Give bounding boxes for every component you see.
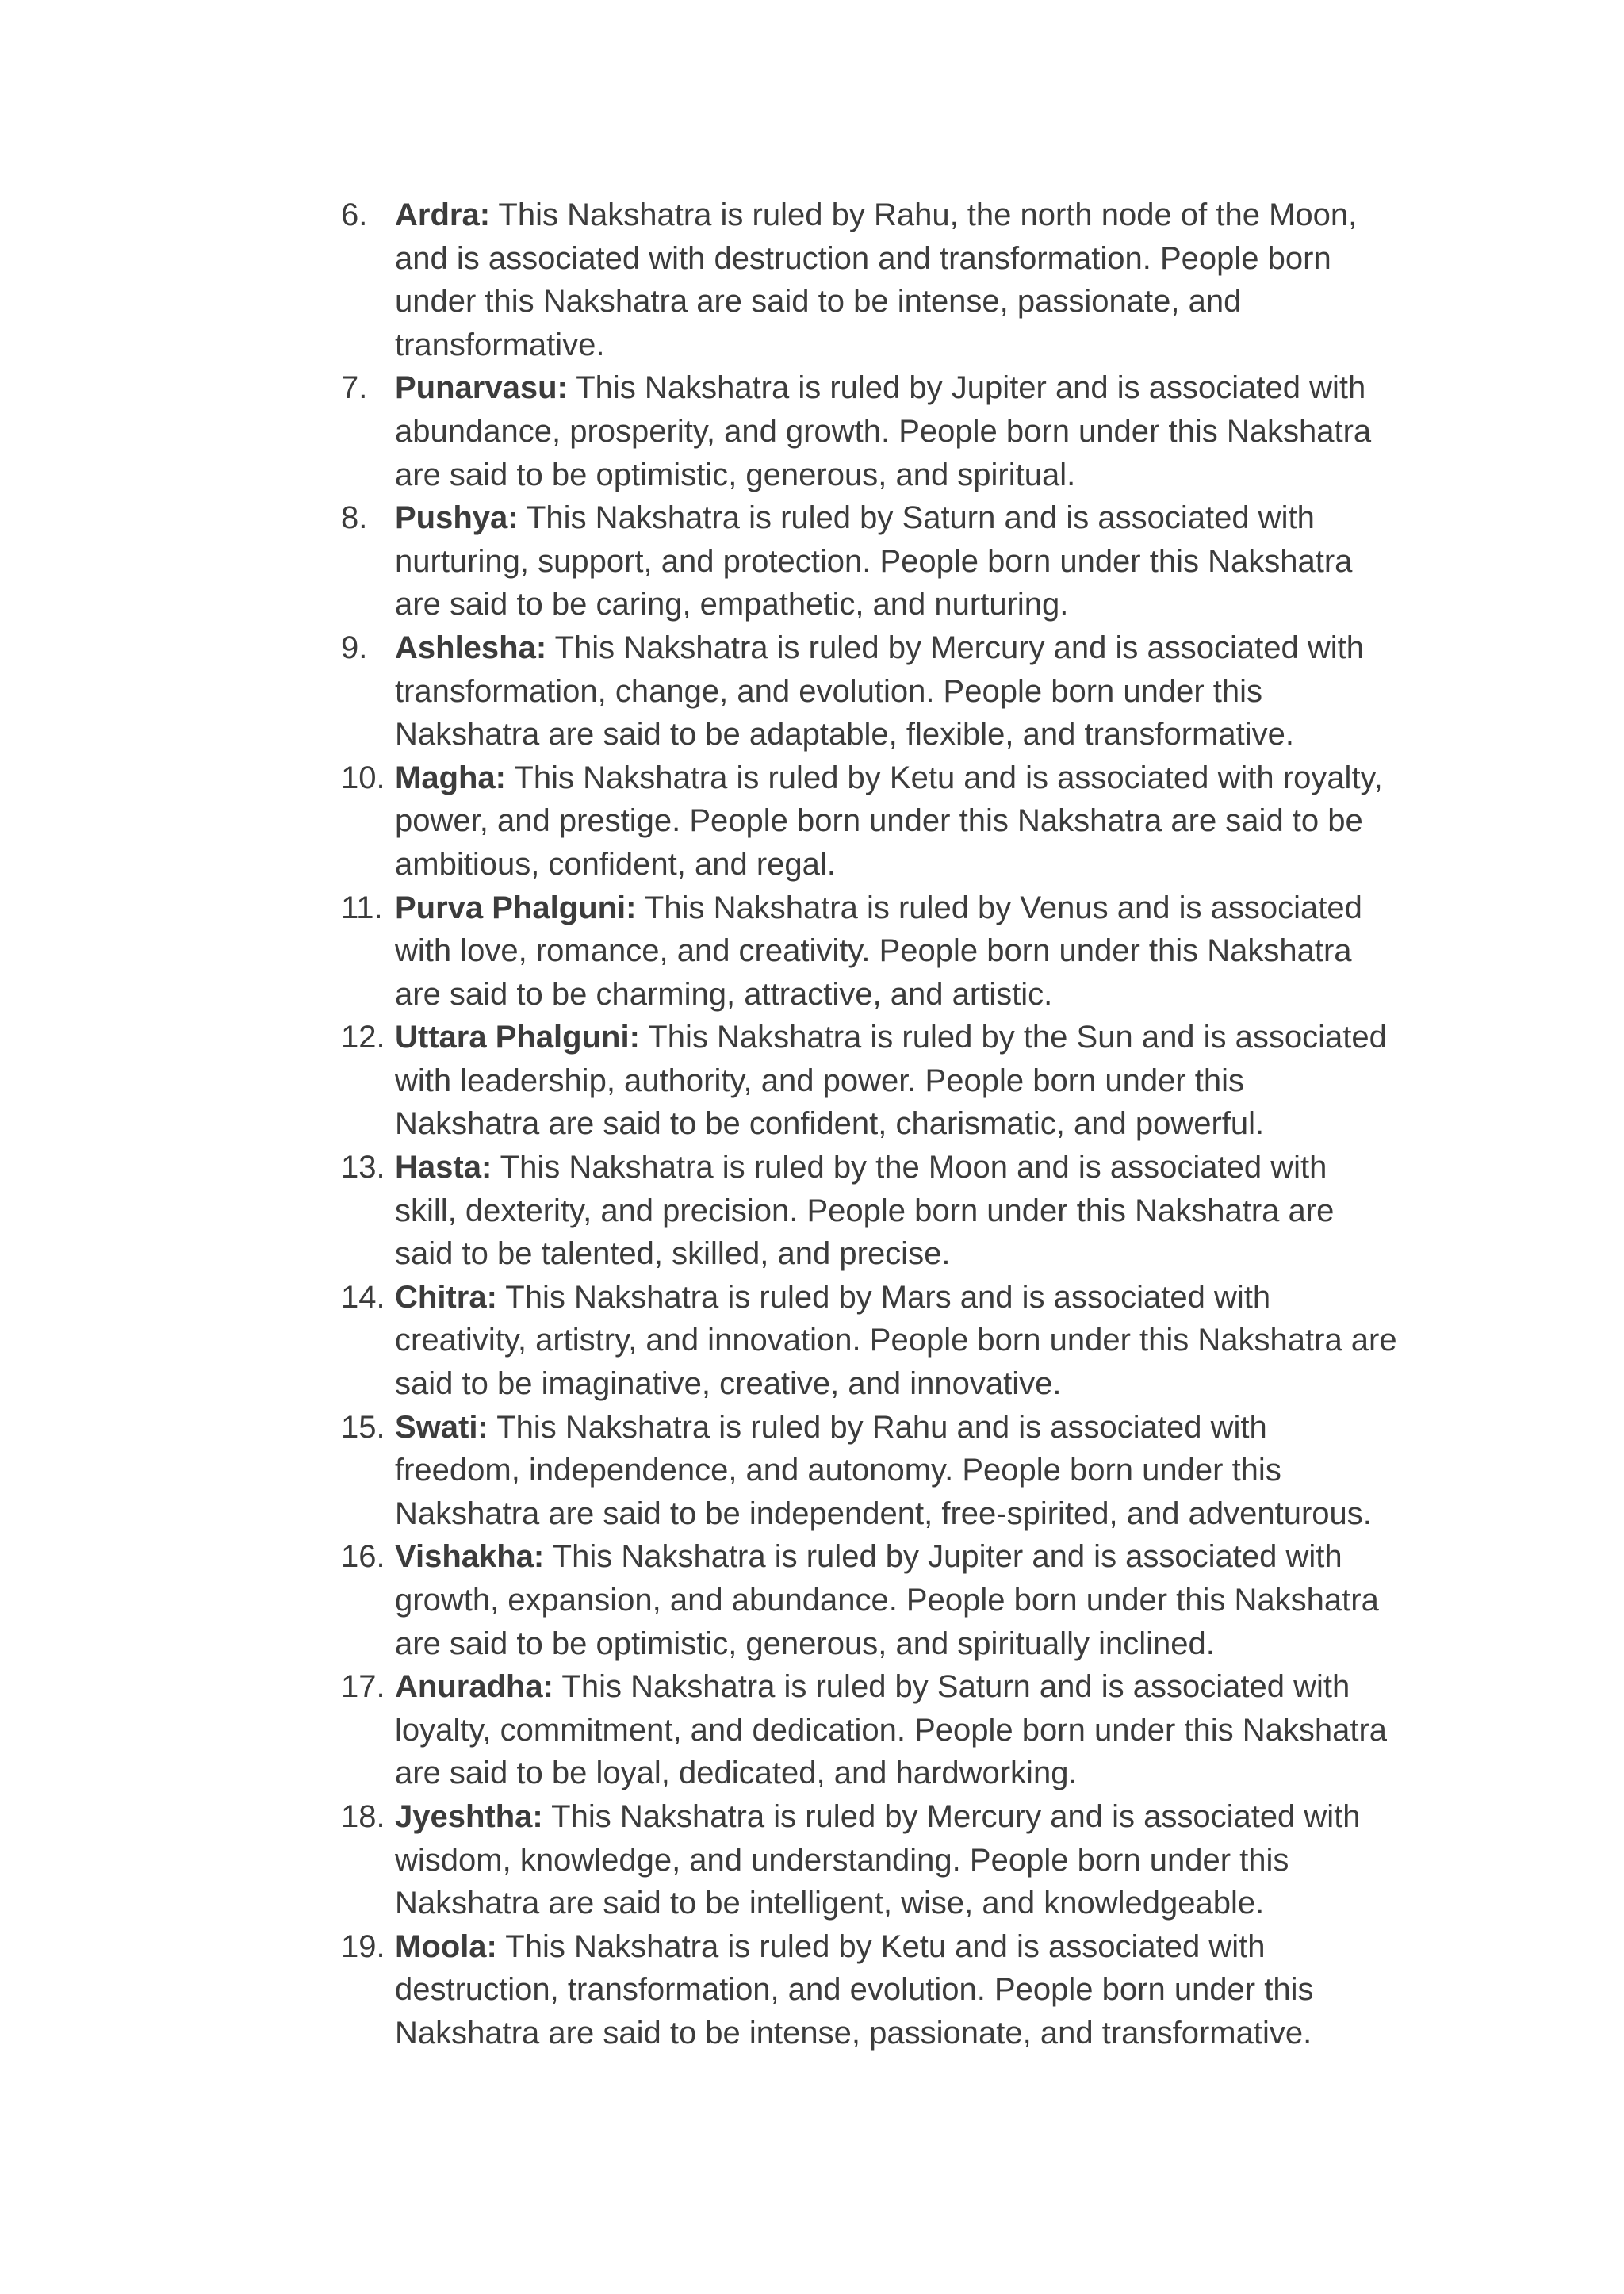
text-line: [395, 843, 1426, 887]
text-line: [395, 1665, 1426, 1709]
text-line: [395, 366, 1426, 410]
list-item-number: 6.: [341, 197, 368, 232]
nakshatra-name: Hasta:: [395, 1150, 492, 1185]
nakshatra-name: Ardra:: [395, 197, 491, 232]
line-text: said to be talented, skilled, and precise.: [395, 1236, 951, 1272]
list-item: [341, 1016, 1451, 1146]
list-item-text: [395, 887, 1426, 1017]
text-line: [395, 410, 1426, 454]
line-text: with love, romance, and creativity. People born under this Nakshatra: [395, 933, 1352, 969]
line-text: This Nakshatra is ruled by Jupiter and is associated with: [567, 370, 1366, 406]
line-text: creativity, artistry, and innovation. People born under this Nakshatra are: [395, 1323, 1397, 1358]
list-item-text: [395, 1146, 1426, 1276]
list-item-number: 8.: [341, 500, 368, 536]
list-item: [341, 1276, 1451, 1406]
text-line: [395, 237, 1426, 281]
line-text: freedom, independence, and autonomy. People born under this: [395, 1453, 1281, 1488]
line-text: This Nakshatra is ruled by Saturn and is associated with: [553, 1669, 1350, 1705]
text-line: [395, 973, 1426, 1017]
list-item-number: 10.: [341, 760, 385, 795]
list-item-text: [395, 193, 1426, 366]
text-line: [395, 454, 1426, 497]
nakshatra-name: Vishakha:: [395, 1539, 545, 1575]
list-item-text: [395, 1016, 1426, 1146]
line-text: This Nakshatra is ruled by Rahu, the north node of the Moon,: [490, 197, 1358, 232]
line-text: power, and prestige. People born under this Nakshatra are said to be: [395, 803, 1363, 839]
list-item: [341, 366, 1451, 496]
text-line: [395, 1492, 1426, 1536]
list-item-text: [395, 1535, 1426, 1665]
nakshatra-name: Uttara Phalguni:: [395, 1020, 640, 1055]
list-item: [341, 1146, 1451, 1276]
list-item: [341, 1535, 1451, 1665]
text-line: [395, 280, 1426, 324]
text-line: [395, 887, 1426, 930]
line-text: are said to be optimistic, generous, and spiritual.: [395, 457, 1076, 492]
text-line: [395, 1146, 1426, 1189]
text-line: [395, 1232, 1426, 1276]
nakshatra-name: Punarvasu:: [395, 370, 568, 406]
text-line: [395, 1968, 1426, 2012]
text-line: [395, 1059, 1426, 1103]
list-item-number: 19.: [341, 1928, 385, 1964]
text-line: [395, 756, 1426, 800]
line-text: Nakshatra are said to be intelligent, wise, and knowledgeable.: [395, 1886, 1265, 1921]
line-text: with leadership, authority, and power. People born under this: [395, 1063, 1245, 1098]
text-line: [395, 713, 1426, 756]
list-item-number: 14.: [341, 1279, 385, 1315]
text-line: [395, 324, 1426, 367]
nakshatra-name: Purva Phalguni:: [395, 890, 637, 925]
text-line: [395, 193, 1426, 237]
list-item-number: 17.: [341, 1669, 385, 1705]
text-line: [395, 496, 1426, 540]
line-text: This Nakshatra is ruled by Mars and is associated with: [496, 1279, 1271, 1315]
list-item-text: [395, 1406, 1426, 1536]
line-text: This Nakshatra is ruled by Mercury and is associated with: [546, 630, 1364, 665]
line-text: and is associated with destruction and transformation. People born: [395, 240, 1331, 276]
list-item: [341, 193, 1451, 366]
list-item-text: [395, 496, 1426, 626]
list-item: [341, 1406, 1451, 1536]
text-line: [395, 1016, 1426, 1059]
text-line: [395, 1839, 1426, 1882]
text-line: [395, 1709, 1426, 1752]
list-item-text: [395, 626, 1426, 756]
list-item: [341, 1665, 1451, 1795]
list-item-text: [395, 366, 1426, 496]
line-text: are said to be charming, attractive, and artistic.: [395, 976, 1053, 1012]
nakshatra-name: Swati:: [395, 1409, 488, 1445]
text-line: [395, 1362, 1426, 1406]
nakshatra-name: Moola:: [395, 1928, 497, 1964]
text-line: [395, 583, 1426, 626]
line-text: This Nakshatra is ruled by Saturn and is associated with: [518, 500, 1315, 536]
list-item-number: 15.: [341, 1409, 385, 1445]
line-text: wisdom, knowledge, and understanding. People born under this: [395, 1842, 1289, 1878]
line-text: skill, dexterity, and precision. People born under this Nakshatra are: [395, 1193, 1335, 1228]
line-text: This Nakshatra is ruled by Ketu and is associated with: [496, 1928, 1266, 1964]
line-text: said to be imaginative, creative, and innovative.: [395, 1366, 1062, 1402]
list-item-number: 13.: [341, 1150, 385, 1185]
list-item-text: [395, 1276, 1426, 1406]
line-text: are said to be loyal, dedicated, and hardworking.: [395, 1756, 1078, 1791]
line-text: transformative.: [395, 327, 605, 362]
text-line: [395, 1882, 1426, 1925]
line-text: Nakshatra are said to be intense, passionate, and transformative.: [395, 2015, 1312, 2051]
list-item: [341, 496, 1451, 626]
text-line: [395, 670, 1426, 714]
line-text: abundance, prosperity, and growth. People born under this Nakshatra: [395, 413, 1372, 449]
text-line: [395, 1622, 1426, 1666]
line-text: are said to be caring, empathetic, and nurturing.: [395, 587, 1069, 622]
line-text: This Nakshatra is ruled by Venus and is associated: [636, 890, 1362, 925]
text-line: [395, 1406, 1426, 1450]
list-item-text: [395, 1925, 1426, 2055]
nakshatra-list: [341, 193, 1451, 2055]
text-line: [395, 540, 1426, 584]
list-item: [341, 1795, 1451, 1925]
list-item: [341, 626, 1451, 756]
line-text: under this Nakshatra are said to be intense, passionate, and: [395, 284, 1242, 320]
text-line: [395, 799, 1426, 843]
line-text: Nakshatra are said to be confident, charismatic, and powerful.: [395, 1106, 1265, 1142]
list-item-number: 18.: [341, 1798, 385, 1834]
list-item-number: 11.: [341, 890, 383, 925]
line-text: nurturing, support, and protection. People born under this Nakshatra: [395, 543, 1353, 579]
list-item-number: 7.: [341, 370, 368, 406]
list-item-text: [395, 1795, 1426, 1925]
nakshatra-name: Chitra:: [395, 1279, 497, 1315]
text-line: [395, 2012, 1426, 2055]
line-text: Nakshatra are said to be independent, free-spirited, and adventurous.: [395, 1496, 1372, 1531]
text-line: [395, 1449, 1426, 1492]
text-line: [395, 1795, 1426, 1839]
nakshatra-name: Anuradha:: [395, 1669, 553, 1705]
line-text: Nakshatra are said to be adaptable, flexible, and transformative.: [395, 717, 1294, 753]
text-line: [395, 1579, 1426, 1622]
line-text: loyalty, commitment, and dedication. People born under this Nakshatra: [395, 1712, 1388, 1748]
list-item: [341, 756, 1451, 887]
line-text: This Nakshatra is ruled by Mercury and is associated with: [542, 1798, 1361, 1834]
text-line: [395, 1276, 1426, 1319]
text-line: [395, 1925, 1426, 1969]
text-line: [395, 1189, 1426, 1233]
line-text: This Nakshatra is ruled by the Moon and is associated with: [492, 1150, 1327, 1185]
nakshatra-name: Jyeshtha:: [395, 1798, 543, 1834]
nakshatra-name: Pushya:: [395, 500, 519, 536]
list-item-text: [395, 756, 1426, 887]
text-line: [395, 929, 1426, 973]
list-item-number: 12.: [341, 1020, 385, 1055]
nakshatra-name: Ashlesha:: [395, 630, 547, 665]
line-text: are said to be optimistic, generous, and spiritually inclined.: [395, 1626, 1215, 1661]
text-line: [395, 1102, 1426, 1146]
list-item-number: 9.: [341, 630, 368, 665]
nakshatra-name: Magha:: [395, 760, 506, 795]
list-item-number: 16.: [341, 1539, 385, 1575]
list-item: [341, 1925, 1451, 2055]
line-text: This Nakshatra is ruled by Rahu and is associated with: [488, 1409, 1267, 1445]
line-text: transformation, change, and evolution. People born under this: [395, 673, 1263, 709]
list-item-text: [395, 1665, 1426, 1795]
line-text: This Nakshatra is ruled by Ketu and is associated with royalty,: [506, 760, 1383, 795]
text-line: [395, 1319, 1426, 1362]
line-text: destruction, transformation, and evolution. People born under this: [395, 1972, 1314, 2008]
text-line: [395, 1535, 1426, 1579]
line-text: growth, expansion, and abundance. People born under this Nakshatra: [395, 1583, 1379, 1618]
line-text: ambitious, confident, and regal.: [395, 846, 836, 882]
text-line: [395, 626, 1426, 670]
text-line: [395, 1752, 1426, 1795]
line-text: This Nakshatra is ruled by the Sun and is associated: [639, 1020, 1387, 1055]
line-text: This Nakshatra is ruled by Jupiter and is associated with: [544, 1539, 1342, 1575]
list-item: [341, 887, 1451, 1017]
